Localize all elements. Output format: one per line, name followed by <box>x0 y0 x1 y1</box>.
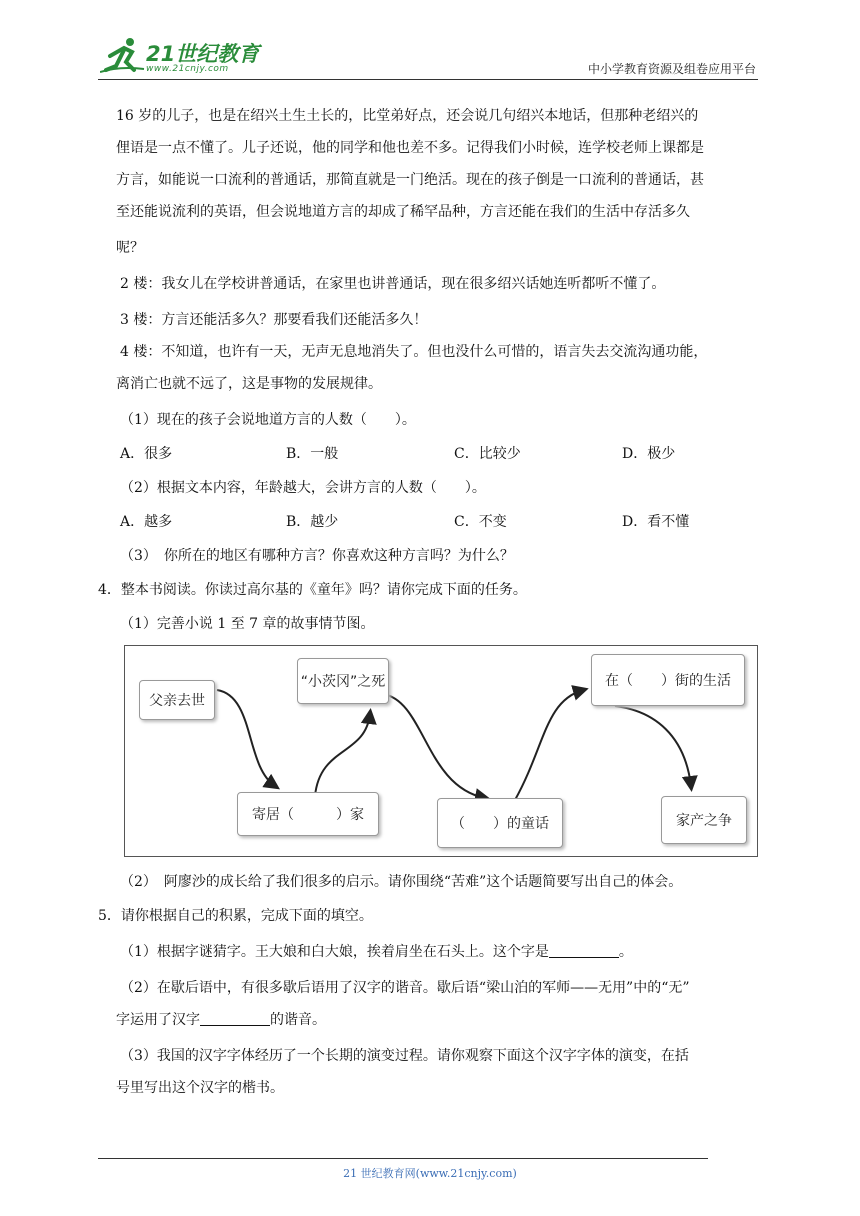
q5-sub2-end: 的谐音。 <box>270 1012 326 1028</box>
plot-box-inheritance: 家产之争 <box>661 796 747 844</box>
question-5-title: 5．请你根据自己的积累，完成下面的填空。 <box>98 908 373 924</box>
passage-line: 呢？ <box>116 240 144 256</box>
footer-text: 21 世纪教育网(www.21cnjy.com) <box>343 1167 517 1180</box>
arrow-2 <box>315 714 370 796</box>
logo-text: 21世纪教育 <box>146 42 260 66</box>
passage-line: 方言，如能说一口流利的普通话，那简直就是一门绝活。现在的孩子倒是一口流利的普通话，甚 <box>116 172 704 188</box>
passage-line: 16 岁的儿子，也是在绍兴土生土长的，比堂弟好点，还会说几句绍兴本地话，但那种老绍兴的 <box>116 108 699 124</box>
plot-box-father-death: 父亲去世 <box>139 680 215 720</box>
plot-box-street-life: 在（ ）街的生活 <box>591 654 745 706</box>
question-5-sub3-line1: （3）我国的汉字字体经历了一个长期的演变过程。请你观察下面这个汉字字体的演变，在括 <box>120 1048 689 1064</box>
arrow-5 <box>615 706 691 786</box>
q5-sub2-text: 字运用了汉字 <box>116 1012 200 1028</box>
q1-option-b: B．一般 <box>286 446 339 462</box>
passage-line: 俚语是一点不懂了。儿子还说，他的同学和他也差不多。记得我们小时候，连学校老师上课都是 <box>116 140 704 156</box>
runner-logo-icon <box>100 36 146 76</box>
answer-blank[interactable] <box>549 943 619 958</box>
plot-box-gypsy-death: “小茨冈”之死 <box>297 658 389 704</box>
header-divider <box>98 79 758 80</box>
floor-3: 3 楼：方言还能活多久？那要看我们还能活多久！ <box>120 312 428 328</box>
q5-sub1-end: 。 <box>618 944 633 960</box>
question-5-sub2-line1: （2）在歇后语中，有很多歇后语用了汉字的谐音。歇后语“梁山泊的军师——无用”中的“无” <box>120 980 690 996</box>
q1-option-d: D．极少 <box>622 446 676 462</box>
q1-option-a: A．很多 <box>120 446 173 462</box>
arrow-4 <box>515 690 583 800</box>
q5-sub1-text: （1）根据字谜猜字。王大娘和白大娘，挨着肩坐在石头上。这个字是 <box>120 944 549 960</box>
question-1-stem: （1）现在的孩子会说地道方言的人数（ ）。 <box>120 412 416 428</box>
question-4-sub2: （2） 阿廖沙的成长给了我们很多的启示。请你围绕“苦难”这个话题简要写出自己的体会。 <box>120 874 683 890</box>
q2-option-b: B．越少 <box>286 514 339 530</box>
question-2-stem: （2）根据文本内容，年龄越大，会讲方言的人数（ ）。 <box>120 480 486 496</box>
question-3: （3） 你所在的地区有哪种方言？你喜欢这种方言吗？为什么？ <box>120 548 514 564</box>
logo <box>98 34 268 78</box>
floor-2: 2 楼：我女儿在学校讲普通话，在家里也讲普通话，现在很多绍兴话她连听都听不懂了。 <box>120 276 666 292</box>
question-5-sub2-line2 <box>116 1010 326 1030</box>
arrow-1 <box>217 690 275 786</box>
q1-option-c: C．比较少 <box>454 446 521 462</box>
arrow-3 <box>383 694 485 798</box>
platform-title: 中小学教育资源及组卷应用平台 <box>587 62 756 76</box>
floor-4-cont: 离消亡也就不远了，这是事物的发展规律。 <box>116 376 382 392</box>
footer-divider <box>98 1158 708 1159</box>
plot-diagram <box>124 645 758 857</box>
question-5-sub3-line2: 号里写出这个汉字的楷书。 <box>116 1080 284 1096</box>
passage-line: 至还能说流利的英语，但会说地道方言的却成了稀罕品种，方言还能在我们的生活中存活多久 <box>116 204 690 220</box>
q2-option-a: A．越多 <box>120 514 173 530</box>
plot-box-fairy-tale: （ ）的童话 <box>437 798 563 848</box>
logo-url: www.21cnjy.com <box>146 64 229 74</box>
plot-box-lodging: 寄居（ ）家 <box>237 792 379 836</box>
q2-option-c: C．不变 <box>454 514 507 530</box>
question-4-title: 4．整本书阅读。你读过高尔基的《童年》吗？请你完成下面的任务。 <box>98 582 527 598</box>
q2-option-d: D．看不懂 <box>622 514 690 530</box>
page-header <box>98 34 758 80</box>
answer-blank[interactable] <box>200 1011 270 1026</box>
floor-4: 4 楼：不知道，也许有一天，无声无息地消失了。但也没什么可惜的，语言失去交流沟通功能， <box>120 344 708 360</box>
question-4-sub1: （1）完善小说 1 至 7 章的故事情节图。 <box>120 616 375 632</box>
question-5-sub1 <box>120 942 633 962</box>
